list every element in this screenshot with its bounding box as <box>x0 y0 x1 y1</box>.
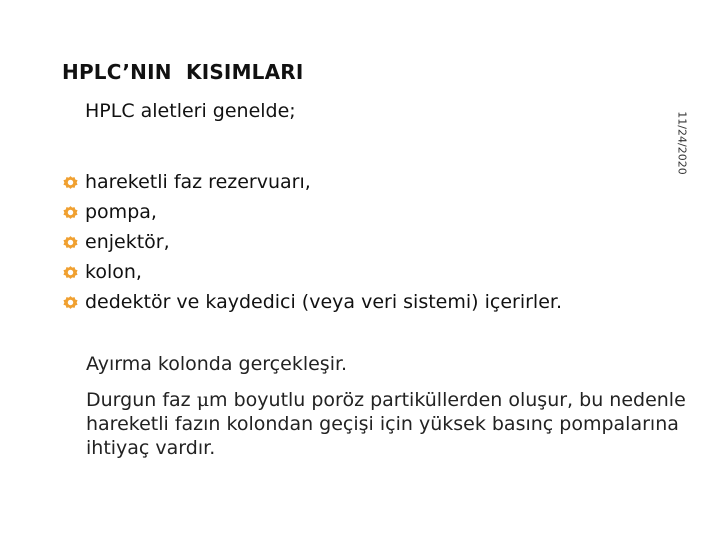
list-item <box>62 287 562 317</box>
gear-bullet-icon <box>62 234 79 251</box>
component-list <box>62 167 562 317</box>
list-item-label: pompa, <box>85 201 157 223</box>
slide-title: HPLC’NIN KISIMLARI <box>62 60 304 84</box>
note-stationary-phase <box>86 388 686 460</box>
list-item-label: hareketli faz rezervuarı, <box>85 171 311 193</box>
list-item <box>62 167 562 197</box>
note-text-start: Durgun faz <box>86 389 197 411</box>
list-item <box>62 197 562 227</box>
list-item <box>62 257 562 287</box>
date-text: 11/24/2020 <box>675 111 689 175</box>
intro-text: HPLC aletleri genelde; <box>85 100 296 122</box>
note-text-end: m boyutlu poröz partiküllerden oluşur, bu nedenle hareketli fazın kolondan geçişi için yüksek basınç pompalarına ihtiyaç vardır. <box>86 389 686 459</box>
gear-bullet-icon <box>62 294 79 311</box>
list-item-label: enjektör, <box>85 231 170 253</box>
gear-bullet-icon <box>62 174 79 191</box>
list-item-label: kolon, <box>85 261 142 283</box>
note-separation: Ayırma kolonda gerçekleşir. <box>86 353 348 375</box>
list-item-label: dedektör ve kaydedici (veya veri sistemi) içerirler. <box>85 291 562 313</box>
gear-bullet-icon <box>62 264 79 281</box>
list-item <box>62 227 562 257</box>
mu-symbol: μ <box>196 389 210 411</box>
gear-bullet-icon <box>62 204 79 221</box>
slide-date <box>676 112 688 174</box>
